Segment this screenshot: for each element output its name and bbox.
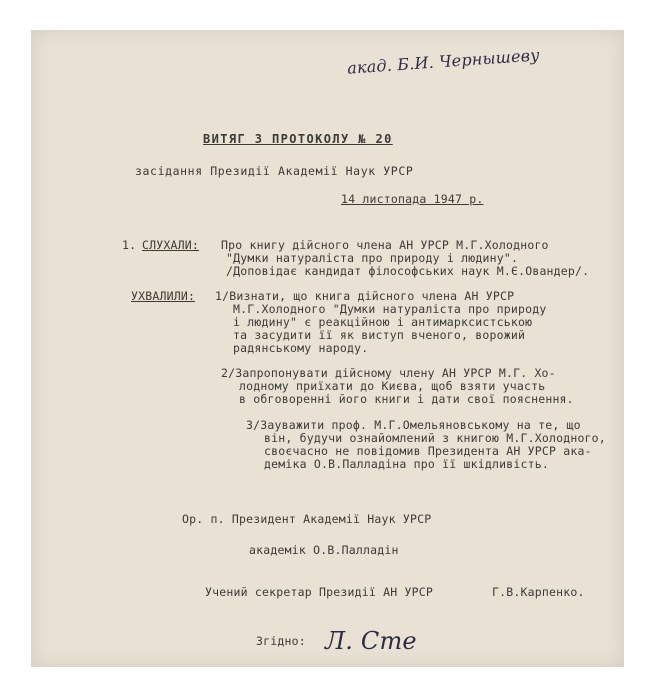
- resolution-point-2-line: 2/Запропонувати дійсному члену АН УРСР М.Г. Хо-: [221, 366, 556, 380]
- resolution-label: УХВАЛИЛИ:: [131, 289, 196, 303]
- resolution-point-3-line: своєчасно не повідомив Президента АН УРСР ака-: [264, 444, 592, 458]
- document-subheading: засідання Президії Академії Наук УРСР: [135, 164, 414, 178]
- item-1-line: /Доповідає кандидат філософських наук М.Є.Овандер/.: [226, 264, 590, 278]
- document-date: 14 листопада 1947 р.: [341, 192, 484, 206]
- resolution-point-2-line: лодному приїхати до Києва, щоб взяти участь: [239, 379, 546, 393]
- document-heading: ВИТЯГ З ПРОТОКОЛУ № 20: [203, 132, 393, 146]
- resolution-point-2-line: в обговоренні його книги і дати свої пояснення.: [239, 392, 574, 406]
- item-1-number: 1.: [122, 238, 137, 252]
- handwritten-note: акад. Б.И. Чернышеву: [346, 45, 541, 78]
- resolution-point-3-line: він, будучи ознайомлений з книгою М.Г.Холодного,: [264, 431, 606, 445]
- agreed-signature: Л. Сте: [325, 627, 417, 655]
- document-page: [31, 30, 624, 667]
- resolution-point-3-line: 3/Зауважити проф. М.Г.Омельяновському на те, що: [246, 418, 581, 432]
- item-1-line: Про книгу дійсного члена АН УРСР М.Г.Холодного: [221, 238, 549, 252]
- secretary-title: Учений секретар Президії АН УРСР: [205, 585, 433, 599]
- resolution-point-1-line: М.Г.Холодного "Думки натураліста про природу: [233, 302, 547, 316]
- secretary-name: Г.В.Карпенко.: [492, 585, 585, 599]
- agreed-label: Згідно:: [256, 634, 306, 648]
- item-1-label: СЛУХАЛИ:: [142, 238, 199, 252]
- resolution-point-3-line: деміка О.В.Палладіна про її шкідливість.: [264, 457, 549, 471]
- resolution-point-1-line: та засудити її як виступ вченого, ворожий: [233, 328, 526, 342]
- item-1-line: "Думки натураліста про природу і людину".: [226, 251, 519, 265]
- resolution-point-1-line: радянському народу.: [233, 341, 369, 355]
- resolution-point-1-line: і людину" є реакційною і антимарксистською: [233, 315, 533, 329]
- signatory-title: Ор. п. Президент Академії Наук УРСР: [182, 512, 432, 526]
- resolution-point-1-line: 1/Визнати, що книга дійсного члена АН УРСР: [215, 289, 515, 303]
- signatory-name: академік О.В.Палладін: [249, 543, 399, 557]
